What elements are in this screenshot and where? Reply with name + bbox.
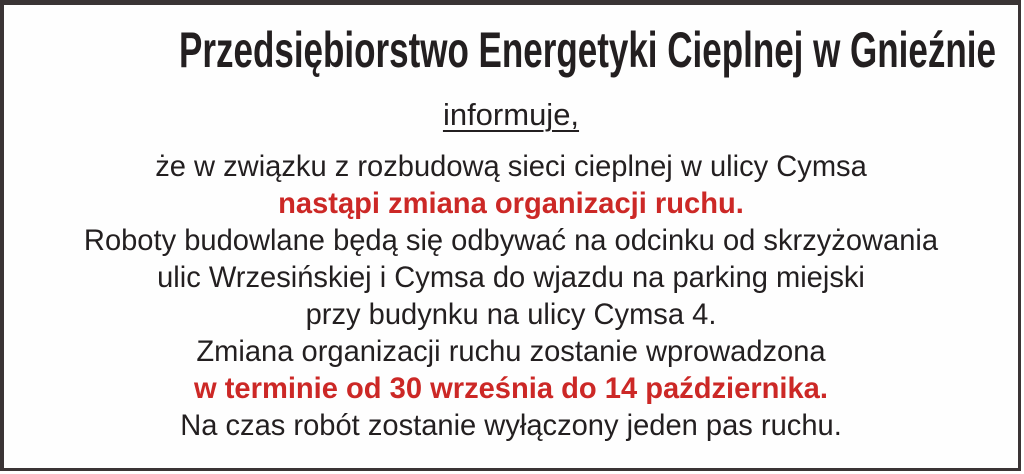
page-title — [4, 22, 1018, 78]
notice-subtitle — [4, 98, 1018, 132]
notice-line: Na czas robót zostanie wyłączony jeden pas ruchu. — [180, 409, 842, 442]
notice-content — [4, 5, 1018, 444]
notice-line: że w związku z rozbudową sieci cieplnej w ulicy Cymsa — [155, 150, 867, 183]
notice-line: Zmiana organizacji ruchu zostanie wprowadzona — [196, 335, 826, 368]
notice-line: przy budynku na ulicy Cymsa 4. — [305, 298, 717, 331]
notice-line: ulic Wrzesińskiej i Cymsa do wjazdu na parking miejski — [157, 261, 865, 294]
page-title-text: Przedsiębiorstwo Energetyki Cieplnej w Gnieźnie — [179, 22, 996, 78]
notice-line-emphasis: w terminie od 30 września do 14 października. — [194, 372, 828, 405]
notice-line-emphasis: nastąpi zmiana organizacji ruchu. — [278, 187, 744, 220]
notice-body — [4, 148, 1018, 444]
notice-subtitle-text: informuje, — [442, 97, 580, 132]
notice-line: Roboty budowlane będą się odbywać na odcinku od skrzyżowania — [83, 224, 939, 257]
